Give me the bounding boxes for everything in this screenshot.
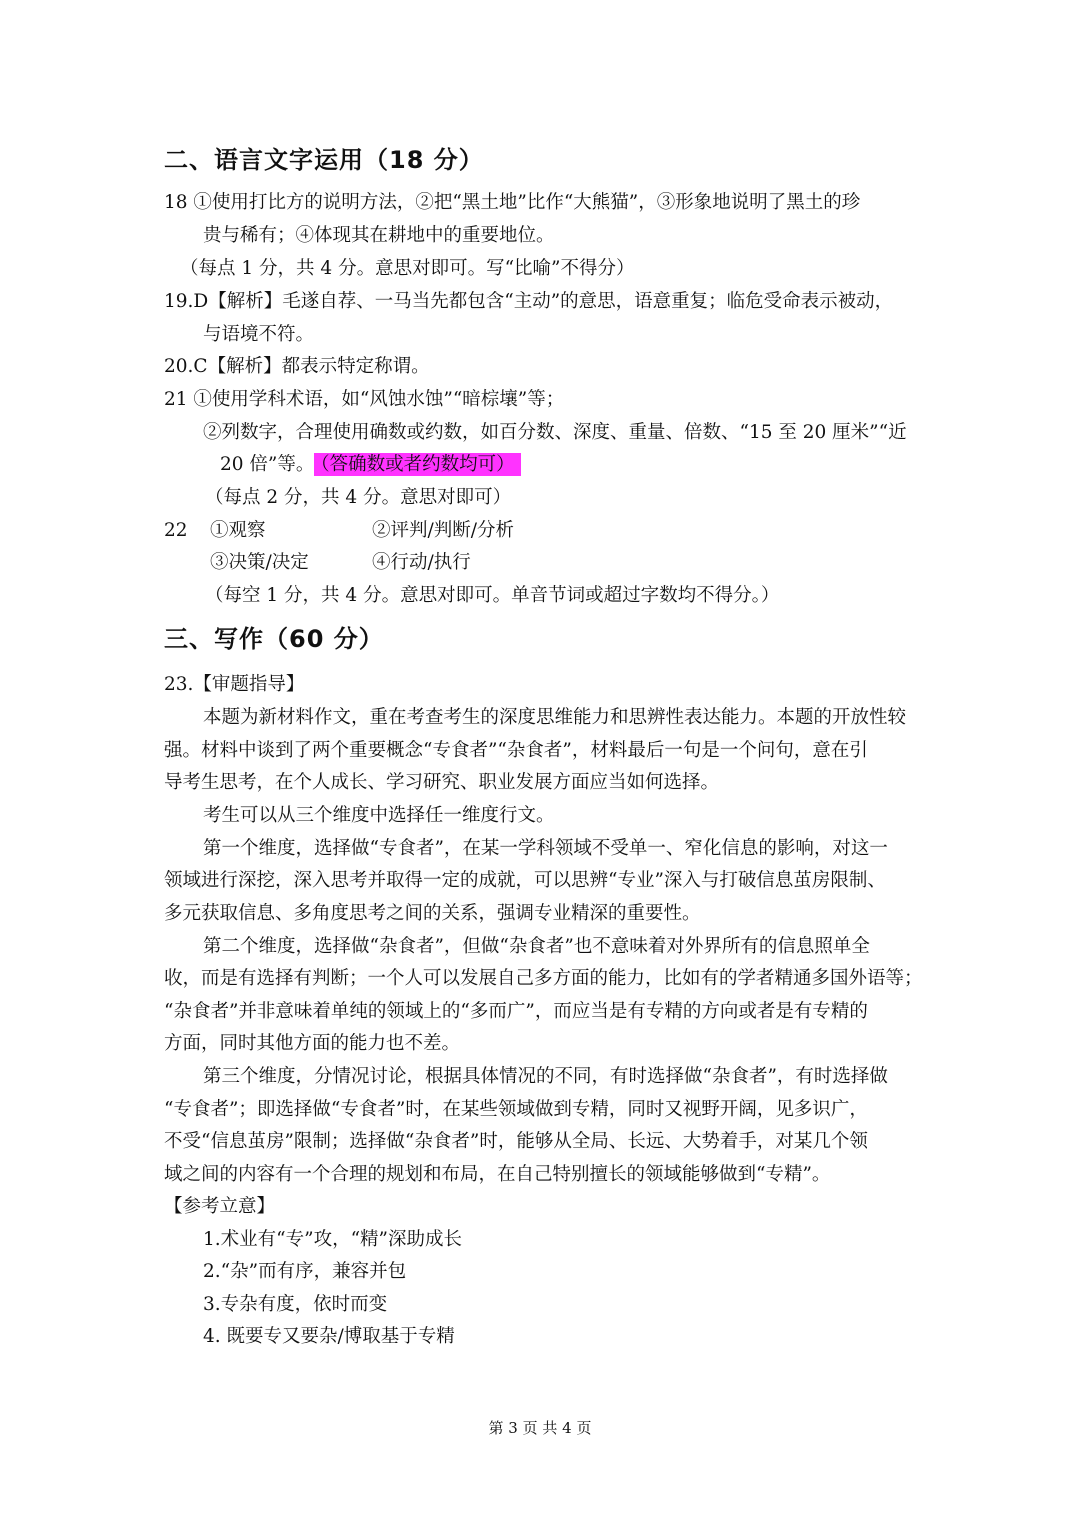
q18-scoring-note: （每点 1 分，共 4 分。意思对即可。写“比喻”不得分） [180,258,635,279]
q22-scoring-note: （每空 1 分，共 4 分。意思对即可。单音节词或超过字数均不得分。） [205,585,780,606]
reference-idea-item: 1.术业有“专”攻，“精”深助成长 [203,1229,462,1250]
q23-body-line: 不受“信息茧房”限制；选择做“杂食者”时，能够从全局、长远、大势着手，对某几个领 [164,1131,868,1152]
q21-highlighted-note: （答确数或者约数均可） [314,453,520,476]
q18-answer-line-2: 贵与稀有；④体现其在耕地中的重要地位。 [203,225,555,246]
reference-idea-item: 4. 既要专又要杂/博取基于专精 [203,1326,455,1347]
q19-answer-line-1: 19.D【解析】毛遂自荐、一马当先都包含“主动”的意思，语意重复；临危受命表示被动， [164,291,894,312]
q22-number: 22 [164,520,188,541]
q18-answer-line-1: 18 ①使用打比方的说明方法，②把“黑土地”比作“大熊猫”，③形象地说明了黑土的珍 [164,192,861,213]
q21-answer-line-2: ②列数字，合理使用确数或约数，如百分数、深度、重量、倍数、“15 至 20 厘米”“近 [203,422,907,443]
q23-body-line: 收，而是有选择有判断；一个人可以发展自己多方面的能力，比如有的学者精通多国外语等； [164,968,923,989]
q23-body-line: 多元获取信息、多角度思考之间的关系，强调专业精深的重要性。 [164,903,701,924]
section-heading-language-use: 二、语言文字运用（18 分） [164,146,484,174]
q23-body-line: “专食者”；即选择做“专食者”时，在某些领域做到专精，同时又视野开阔，见多识广， [164,1099,868,1120]
q21-answer-line-3-text: 20 倍”等。 [220,454,315,475]
q20-answer-line: 20.C【解析】都表示特定称谓。 [164,356,430,377]
q22-answer-1: ①观察 [210,520,266,541]
page-number-footer: 第 3 页 共 4 页 [488,1419,592,1437]
q23-body-line: 导考生思考，在个人成长、学习研究、职业发展方面应当如何选择。 [164,772,720,793]
q22-answer-2: ②评判/判断/分析 [372,520,514,541]
q23-body-line: 域之间的内容有一个合理的规划和布局，在自己特别擅长的领域能够做到“专精”。 [164,1164,831,1185]
q23-body-line: “杂食者”并非意味着单纯的领域上的“多而广”，而应当是有专精的方向或者是有专精的 [164,1001,868,1022]
q23-body-line: 领域进行深挖，深入思考并取得一定的成就，可以思辨“专业”深入与打破信息茧房限制、 [164,870,886,891]
q22-answer-4: ④行动/执行 [372,552,471,573]
q19-answer-line-2: 与语境不符。 [203,324,315,345]
q23-body-line: 强。材料中谈到了两个重要概念“专食者”“杂食者”，材料最后一句是一个问句，意在引 [164,740,868,761]
q21-answer-line-1: 21 ①使用学科术语，如“风蚀水蚀”“暗棕壤”等； [164,389,565,410]
q23-body-line: 考生可以从三个维度中选择任一维度行文。 [203,805,555,826]
reference-ideas-title: 【参考立意】 [164,1196,276,1217]
q23-body-line: 第一个维度，选择做“专食者”，在某一学科领域不受单一、窄化信息的影响，对这一 [203,838,888,859]
section-heading-writing: 三、写作（60 分） [164,625,384,653]
q21-answer-line-3 [220,452,521,478]
q21-scoring-note: （每点 2 分，共 4 分。意思对即可） [205,487,512,508]
reference-idea-item: 2.“杂”而有序，兼容并包 [203,1261,407,1282]
q22-answer-3: ③决策/决定 [210,552,309,573]
reference-idea-item: 3.专杂有度，依时而变 [203,1294,388,1315]
q23-body-line: 第三个维度，分情况讨论，根据具体情况的不同，有时选择做“杂食者”，有时选择做 [203,1066,888,1087]
q23-title: 23.【审题指导】 [164,674,305,695]
q23-body-line: 本题为新材料作文，重在考查考生的深度思维能力和思辨性表达能力。本题的开放性较 [203,707,907,728]
q23-body-line: 第二个维度，选择做“杂食者”，但做“杂食者”也不意味着对外界所有的信息照单全 [203,936,870,957]
q23-body-line: 方面，同时其他方面的能力也不差。 [164,1033,461,1054]
